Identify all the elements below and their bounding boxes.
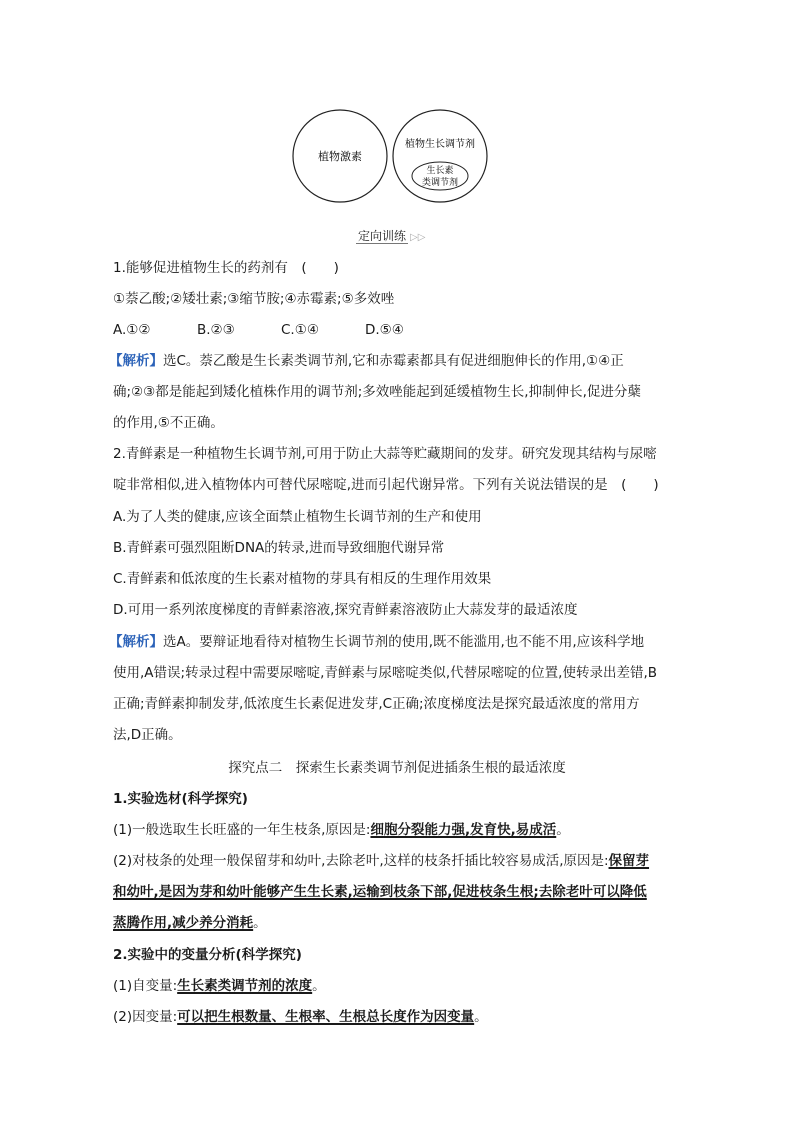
q1-options [113, 321, 449, 339]
q1-option-a: A.①② [113, 322, 151, 338]
q1-analysis-line-2: 确;②③都是能起到矮化植株作用的调节剂;多效唑能起到延缓植物生长,抑制伸长,促进分蘖 [113, 384, 641, 400]
hormone-regulator-diagram [290, 108, 490, 204]
part1-p1: (1)一般选取生长旺盛的一年生枝条,原因是:细胞分裂能力强,发育快,易成活。 [113, 822, 570, 838]
section-tag [356, 228, 440, 244]
play-arrow-icon: ▷▷ [410, 232, 426, 243]
q2-option-b: B.青鲜素可强烈阻断DNA的转录,进而导致细胞代谢异常 [113, 540, 445, 556]
q2-analysis-line-3: 正确;青鲜素抑制发芽,低浓度生长素促进发芽,C正确;浓度梯度法是探究最适浓度的常用方 [113, 696, 640, 712]
section-tag-label: 定向训练 [358, 229, 407, 243]
regulator-circle [393, 110, 487, 202]
answer-text: 蒸腾作用,减少养分消耗 [113, 915, 254, 931]
answer-text: 生长素类调节剂的浓度 [177, 978, 313, 994]
q2-stem-line-2: 啶非常相似,进入植物体内可替代尿嘧啶,进而引起代谢异常。下列有关说法错误的是 ( ) [113, 477, 659, 493]
auxin-regulator-label-1: 生长素 [426, 166, 454, 176]
q1-option-d: D.⑤④ [365, 322, 404, 338]
q2-analysis-line-4: 法,D正确。 [113, 727, 182, 743]
answer-text: 和幼叶,是因为芽和幼叶能够产生生长素,运输到枝条下部,促进枝条生根;去除老叶可以降低 [113, 884, 647, 900]
q1-analysis-line-1: 【解析】选C。萘乙酸是生长素类调节剂,它和赤霉素都具有促进细胞伸长的作用,①④正 [109, 353, 624, 369]
q2-option-c: C.青鲜素和低浓度的生长素对植物的芽具有相反的生理作用效果 [113, 571, 492, 587]
q1-items: ①萘乙酸;②矮壮素;③缩节胺;④赤霉素;⑤多效唑 [113, 291, 395, 307]
part1-p2-line-3: 蒸腾作用,减少养分消耗。 [113, 915, 267, 931]
q1-stem: 1.能够促进植物生长的药剂有 ( ) [113, 260, 339, 276]
regulator-label: 植物生长调节剂 [405, 139, 475, 150]
part1-heading: 1.实验选材(科学探究) [113, 791, 248, 807]
part1-p2-line-2 [113, 883, 647, 901]
q2-option-d: D.可用一系列浓度梯度的青鲜素溶液,探究青鲜素溶液防止大蒜发芽的最适浓度 [113, 602, 578, 618]
answer-text: 保留芽 [608, 853, 650, 869]
auxin-regulator-label-2: 类调节剂 [421, 178, 459, 188]
q1-option-b: B.②③ [197, 322, 235, 338]
q1-analysis-line-3: 的作用,⑤不正确。 [113, 415, 224, 431]
q2-stem-line-1: 2.青鲜素是一种植物生长调节剂,可用于防止大蒜等贮藏期间的发芽。研究发现其结构与尿嘧 [113, 446, 657, 462]
part2-heading: 2.实验中的变量分析(科学探究) [113, 947, 302, 963]
analysis-label: 【解析】 [109, 634, 163, 650]
part2-p2: (2)因变量:可以把生根数量、生根率、生根总长度作为因变量。 [113, 1009, 488, 1025]
part2-p1: (1)自变量:生长素类调节剂的浓度。 [113, 978, 326, 994]
q1-option-c: C.①④ [281, 322, 319, 338]
q2-analysis-line-2: 使用,A错误;转录过程中需要尿嘧啶,青鲜素与尿嘧啶类似,代替尿嘧啶的位置,使转录出差错,B [113, 665, 658, 681]
q2-analysis-line-1: 【解析】选A。要辩证地看待对植物生长调节剂的使用,既不能滥用,也不能不用,应该科学地 [109, 634, 645, 650]
answer-text: 细胞分裂能力强,发育快,易成活 [370, 822, 557, 838]
part1-p2-line-1: (2)对枝条的处理一般保留芽和幼叶,去除老叶,这样的枝条扦插比较容易成活,原因是:保留芽 [113, 853, 650, 869]
section-title: 探究点二 探索生长素类调节剂促进插条生根的最适浓度 [228, 760, 566, 776]
answer-text: 可以把生根数量、生根率、生根总长度作为因变量 [177, 1009, 475, 1025]
q2-option-a: A.为了人类的健康,应该全面禁止植物生长调节剂的生产和使用 [113, 509, 482, 525]
analysis-label: 【解析】 [109, 353, 163, 369]
plant-hormone-label: 植物激素 [318, 150, 362, 163]
